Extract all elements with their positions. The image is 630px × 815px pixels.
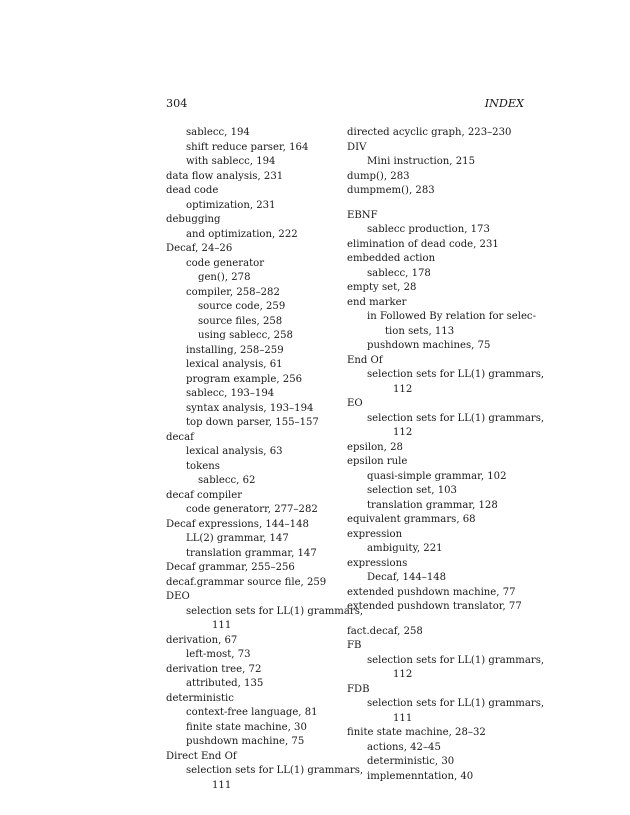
index-subentry: left-most, 73 xyxy=(186,649,251,660)
index-subentry: selection sets for LL(1) grammars, xyxy=(367,412,545,424)
index-subentry: context-free language, 81 xyxy=(186,707,318,718)
index-entry: End Of xyxy=(347,354,383,366)
index-entry: decaf xyxy=(166,431,194,443)
index-subentry: code generator xyxy=(186,257,265,269)
index-subentry: ambiguity, 221 xyxy=(367,543,443,554)
index-subentry: LL(2) grammar, 147 xyxy=(186,533,289,544)
index-entry: end marker xyxy=(347,296,407,308)
index-entry: derivation, 67 xyxy=(166,634,238,646)
index-subentry: code generatorr, 277–282 xyxy=(186,504,318,515)
index-entry: epsilon, 28 xyxy=(347,441,403,453)
index-subentry: sablecc, 178 xyxy=(367,267,431,279)
index-entry: dead code xyxy=(166,185,219,196)
index-entry: debugging xyxy=(166,214,221,225)
index-subentry: sablecc, 193–194 xyxy=(186,388,275,399)
index-subentry: using sablecc, 258 xyxy=(198,330,293,341)
index-subentry: installing, 258–259 xyxy=(186,344,284,356)
index-entry: data flow analysis, 231 xyxy=(166,170,284,182)
index-subentry: program example, 256 xyxy=(186,373,303,385)
index-entry: finite state machine, 28–32 xyxy=(347,727,486,738)
index-entry: dump(), 283 xyxy=(347,170,410,182)
index-entry: decaf compiler xyxy=(166,489,243,501)
index-subentry: translation grammar, 147 xyxy=(186,547,317,559)
index-subentry: with sablecc, 194 xyxy=(186,156,276,167)
index-subentry: translation grammar, 128 xyxy=(367,499,498,511)
index-subentry: tion sets, 113 xyxy=(385,325,455,337)
section-gap xyxy=(347,615,525,625)
index-entry: derivation tree, 72 xyxy=(166,663,262,675)
index-subentry: 112 xyxy=(393,427,413,438)
index-entry: decaf.grammar source file, 259 xyxy=(166,576,327,588)
index-entry: deterministic xyxy=(166,692,234,704)
index-subentry: top down parser, 155–157 xyxy=(186,417,319,428)
index-subentry: selection sets for LL(1) grammars, xyxy=(367,654,545,666)
index-subentry: selection sets for LL(1) grammars, xyxy=(367,369,545,380)
index-entry: expressions xyxy=(347,557,408,569)
index-subentry: finite state machine, 30 xyxy=(186,721,307,733)
index-subentry: pushdown machine, 75 xyxy=(186,736,305,747)
index-subentry: source files, 258 xyxy=(198,315,283,327)
index-subentry: sablecc, 62 xyxy=(198,475,256,486)
index-entry: EBNF xyxy=(347,209,378,221)
index-entry: directed acyclic graph, 223–230 xyxy=(347,127,512,138)
index-subentry: syntax analysis, 193–194 xyxy=(186,402,314,414)
index-entry: epsilon rule xyxy=(347,456,408,467)
index-entry: FB xyxy=(347,640,362,651)
index-entry: empty set, 28 xyxy=(347,282,417,293)
index-subentry: pushdown machines, 75 xyxy=(367,340,491,351)
index-subentry: selection sets for LL(1) grammars, xyxy=(186,765,364,776)
section-gap xyxy=(347,199,525,209)
index-subentry: shift reduce parser, 164 xyxy=(186,141,309,153)
index-subentry: 112 xyxy=(393,669,413,680)
index-entry: dumpmem(), 283 xyxy=(347,185,435,196)
index-entry: extended pushdown translator, 77 xyxy=(347,601,522,612)
index-entry: extended pushdown machine, 77 xyxy=(347,586,516,598)
index-entry: embedded action xyxy=(347,253,436,264)
index-subentry: lexical analysis, 63 xyxy=(186,446,283,457)
index-subentry: lexical analysis, 61 xyxy=(186,359,283,370)
index-subentry: gen(), 278 xyxy=(198,272,251,283)
running-head: INDEX xyxy=(484,97,524,110)
index-entry: Decaf grammar, 255–256 xyxy=(166,562,295,573)
index-entry: EO xyxy=(347,398,363,409)
index-subentry: Decaf, 144–148 xyxy=(367,572,447,583)
index-subentry: Mini instruction, 215 xyxy=(367,156,475,167)
index-entry: DIV xyxy=(347,141,367,153)
index-subentry: in Followed By relation for selec- xyxy=(367,311,536,322)
index-column-right xyxy=(347,126,545,784)
index-subentry: sablecc, 194 xyxy=(186,127,250,138)
index-entry: DEO xyxy=(166,591,190,602)
index-entry: expression xyxy=(347,528,403,540)
index-entry: equivalent grammars, 68 xyxy=(347,514,476,525)
index-subentry: compiler, 258–282 xyxy=(186,286,280,298)
index-entry: FDB xyxy=(347,683,370,695)
index-entry: Decaf expressions, 144–148 xyxy=(166,518,309,530)
index-subentry: 111 xyxy=(393,712,413,724)
index-entry: Decaf, 24–26 xyxy=(166,243,233,254)
index-subentry: 112 xyxy=(393,383,413,395)
index-subentry: 111 xyxy=(212,779,232,791)
index-entry: Direct End Of xyxy=(166,750,237,762)
index-subentry: deterministic, 30 xyxy=(367,756,455,767)
page-number: 304 xyxy=(166,97,188,110)
index-subentry: actions, 42–45 xyxy=(367,741,441,753)
index-subentry: optimization, 231 xyxy=(186,199,276,211)
index-subentry: quasi-simple grammar, 102 xyxy=(367,470,507,482)
index-subentry: selection set, 103 xyxy=(367,485,457,496)
index-subentry: source code, 259 xyxy=(198,301,286,312)
index-entry: fact.decaf, 258 xyxy=(347,625,423,637)
index-subentry: tokens xyxy=(186,460,220,472)
index-subentry: implemenntation, 40 xyxy=(367,770,474,782)
index-subentry: sablecc production, 173 xyxy=(367,224,490,235)
index-subentry: and optimization, 222 xyxy=(186,228,298,240)
index-subentry: attributed, 135 xyxy=(186,678,264,689)
index-subentry: selection sets for LL(1) grammars, xyxy=(186,605,364,617)
index-subentry: selection sets for LL(1) grammars, xyxy=(367,698,545,709)
index-subentry: 111 xyxy=(212,620,232,631)
index-entry: elimination of dead code, 231 xyxy=(347,238,499,250)
